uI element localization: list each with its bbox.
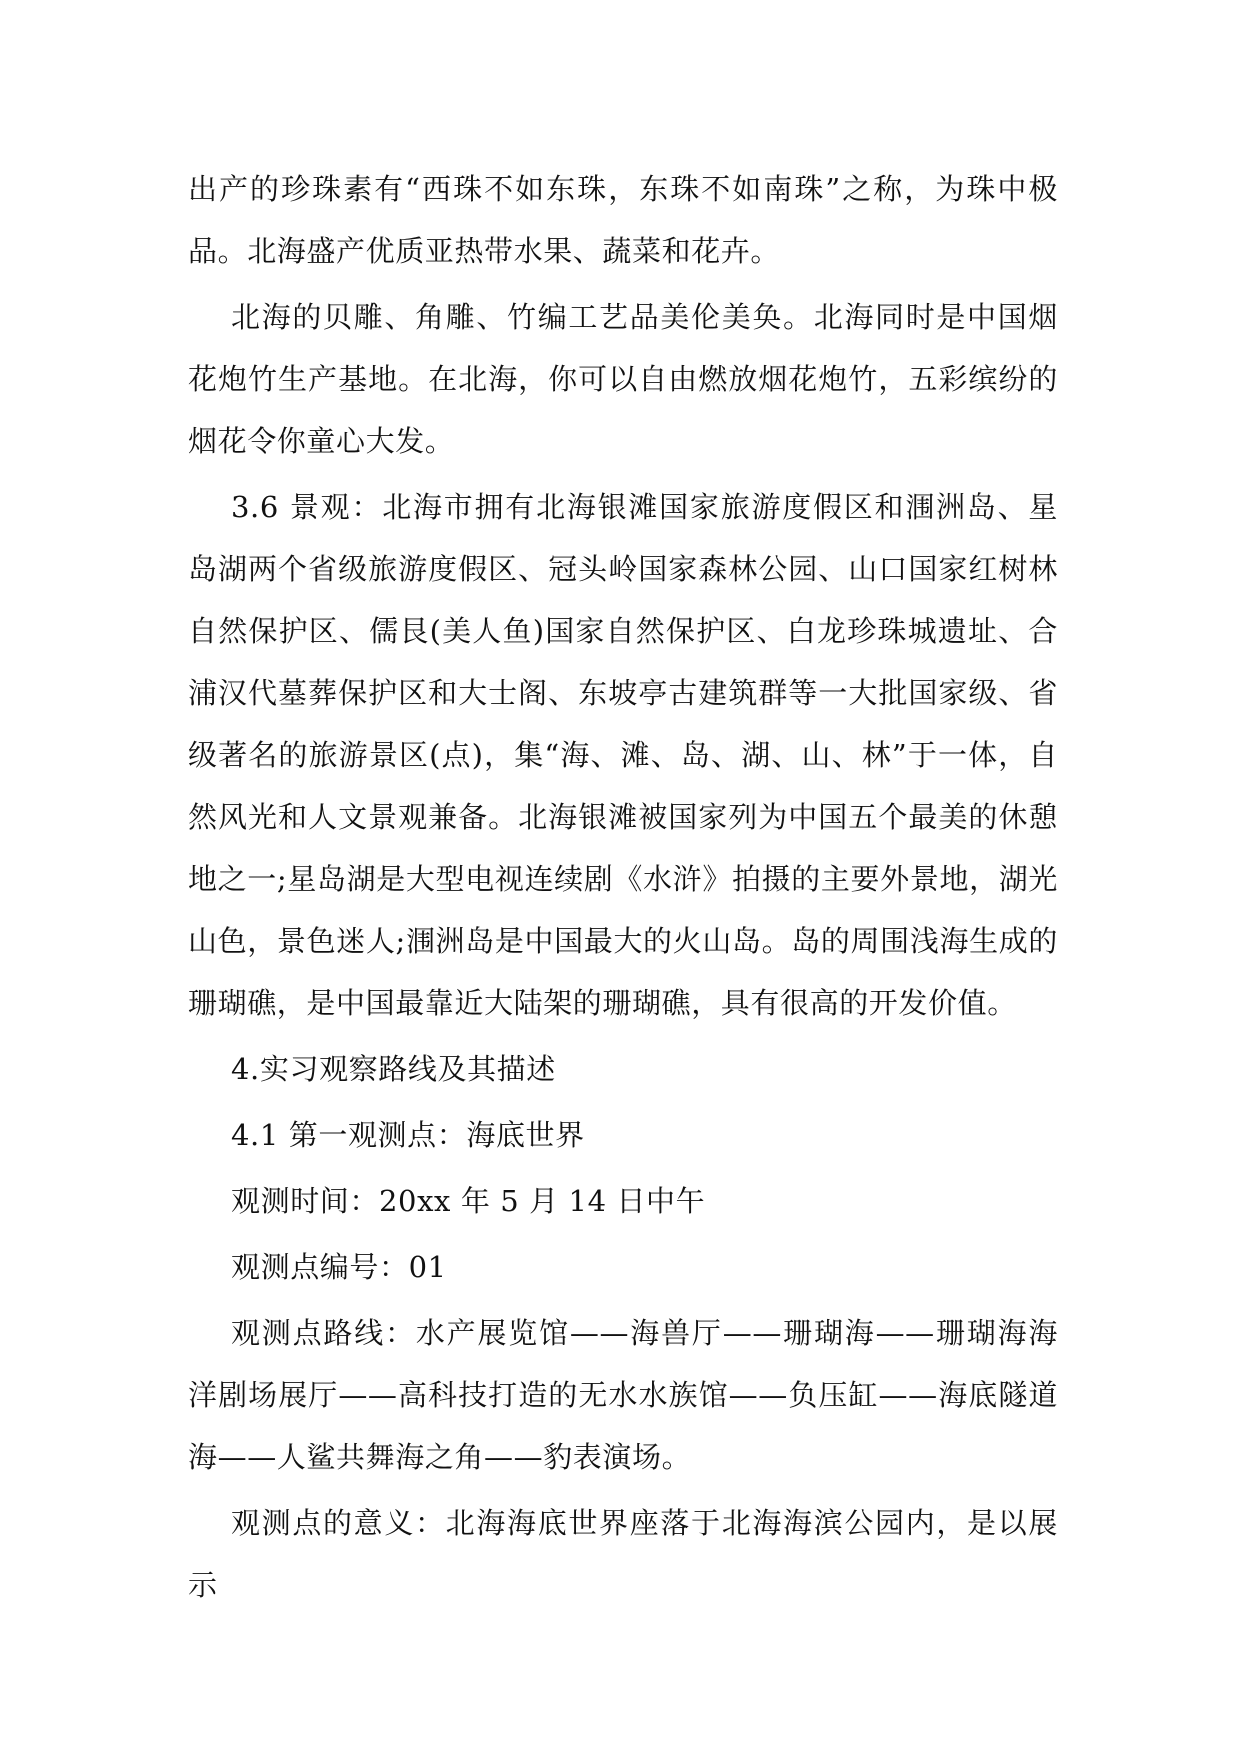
subsection-heading-observation-1: 4.1 第一观测点：海底世界 <box>231 1118 585 1152</box>
section-heading-route: 4.实习观察路线及其描述 <box>231 1052 556 1086</box>
observation-route: 观测点路线：水产展览馆——海兽厅——珊瑚海——珊瑚海海洋剧场展厅——高科技打造的无水水族馆——负压缸——海底隧道海——人鲨共舞海之角——豹表演场。 <box>188 1316 1058 1474</box>
document-body <box>188 158 1058 1616</box>
observation-time: 观测时间：20xx 年 5 月 14 日中午 <box>231 1184 706 1218</box>
paragraph-crafts-fireworks: 北海的贝雕、角雕、竹编工艺品美伦美奂。北海同时是中国烟花炮竹生产基地。在北海，你可以自由燃放烟花炮竹，五彩缤纷的烟花令你童心大发。 <box>188 300 1058 458</box>
observation-significance: 观测点的意义：北海海底世界座落于北海海滨公园内，是以展示 <box>188 1506 1058 1602</box>
paragraph-landscape: 3.6 景观：北海市拥有北海银滩国家旅游度假区和涠洲岛、星岛湖两个省级旅游度假区、冠头岭国家森林公园、山口国家红树林自然保护区、儒艮(美人鱼)国家自然保护区、白龙珍珠城遗址、合浦汉代墓葬保护区和大士阁、东坡亭古建筑群等一大批国家级、省级著名的旅游景区(点)，集“海、滩、岛、湖、山、林”于一体，自然风光和人文景观兼备。北海银滩被国家列为中国五个最美的休憩地之一;星岛湖是大型电视连续剧《水浒》拍摄的主要外景地，湖光山色，景色迷人;涠洲岛是中国最大的火山岛。岛的周围浅海生成的珊瑚礁，是中国最靠近大陆架的珊瑚礁，具有很高的开发价值。 <box>188 490 1058 1020</box>
paragraph-pearls-produce: 出产的珍珠素有“西珠不如东珠，东珠不如南珠”之称，为珠中极品。北海盛产优质亚热带水果、蔬菜和花卉。 <box>188 172 1058 268</box>
observation-point-number: 观测点编号：01 <box>231 1250 447 1284</box>
